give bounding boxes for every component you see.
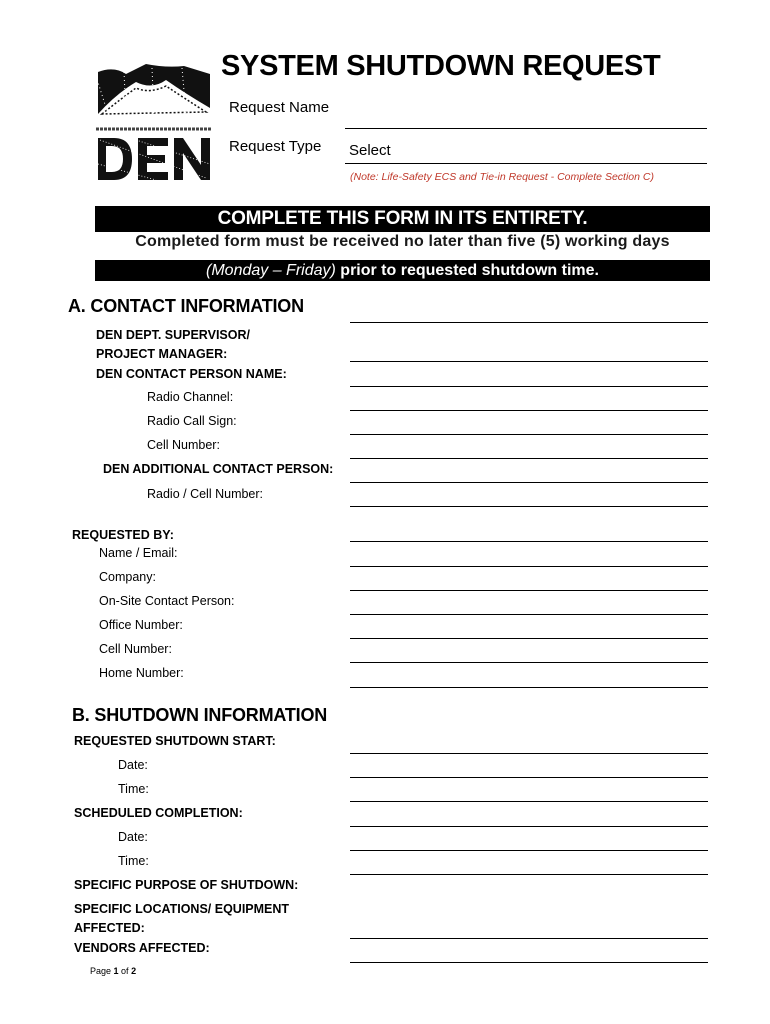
start-time-label: Time: bbox=[118, 782, 149, 796]
section-c-note: (Note: Life-Safety ECS and Tie-in Request - Complete Section C) bbox=[350, 171, 654, 183]
supervisor-field[interactable] bbox=[350, 361, 708, 362]
page-number bbox=[90, 966, 136, 976]
start-date-label: Date: bbox=[118, 758, 148, 772]
contact-person-label: DEN CONTACT PERSON NAME: bbox=[96, 367, 287, 381]
req-cell-number-field[interactable] bbox=[350, 662, 708, 663]
vendors-affected-label: VENDORS AFFECTED: bbox=[74, 941, 210, 955]
radio-channel-field[interactable] bbox=[350, 410, 708, 411]
name-email-field[interactable] bbox=[350, 566, 708, 567]
completion-time-field[interactable] bbox=[350, 874, 708, 875]
den-logo-graphic bbox=[96, 64, 212, 182]
radio-channel-label: Radio Channel: bbox=[147, 390, 234, 404]
page-current: 1 bbox=[113, 966, 119, 976]
req-cell-number-label: Cell Number: bbox=[99, 642, 172, 656]
completion-date-label: Date: bbox=[118, 830, 148, 844]
radio-cell-field[interactable] bbox=[350, 506, 708, 507]
onsite-contact-label: On-Site Contact Person: bbox=[99, 594, 235, 608]
cell-number-field[interactable] bbox=[350, 458, 708, 459]
shutdown-start-label: REQUESTED SHUTDOWN START: bbox=[74, 734, 276, 748]
completion-time-label: Time: bbox=[118, 854, 149, 868]
start-time-field[interactable] bbox=[350, 801, 708, 802]
page-word: Page bbox=[90, 966, 114, 976]
locations-label-line1: SPECIFIC LOCATIONS/ EQUIPMENT bbox=[74, 902, 290, 916]
page-total: 2 bbox=[131, 966, 137, 976]
radio-call-sign-field[interactable] bbox=[350, 434, 708, 435]
start-date-field[interactable] bbox=[350, 777, 708, 778]
onsite-contact-field[interactable] bbox=[350, 614, 708, 615]
banner-deadline: Completed form must be received no later than five (5) working days bbox=[135, 233, 670, 250]
request-type-select[interactable]: Select bbox=[345, 137, 707, 164]
company-label: Company: bbox=[99, 570, 156, 584]
locations-field[interactable] bbox=[350, 938, 708, 939]
office-number-field[interactable] bbox=[350, 638, 708, 639]
locations-label-line2: AFFECTED: bbox=[74, 921, 145, 935]
banner-weekday-note bbox=[95, 260, 710, 281]
home-number-field[interactable] bbox=[350, 687, 708, 688]
scheduled-completion-field[interactable] bbox=[350, 826, 708, 827]
completion-date-field[interactable] bbox=[350, 850, 708, 851]
vendors-affected-field[interactable] bbox=[350, 962, 708, 963]
radio-cell-label: Radio / Cell Number: bbox=[147, 487, 264, 501]
supervisor-label-line2: PROJECT MANAGER: bbox=[96, 347, 228, 361]
requested-by-field[interactable] bbox=[350, 541, 708, 542]
requested-by-label: REQUESTED BY: bbox=[72, 528, 174, 542]
supervisor-label-line1: DEN DEPT. SUPERVISOR/ bbox=[96, 328, 250, 342]
additional-contact-label: DEN ADDITIONAL CONTACT PERSON: bbox=[103, 462, 334, 476]
of-word: of bbox=[118, 966, 132, 976]
cell-number-label: Cell Number: bbox=[147, 438, 220, 452]
home-number-label: Home Number: bbox=[99, 666, 184, 680]
banner-headline: COMPLETE THIS FORM IN ITS ENTIRETY. bbox=[95, 206, 710, 232]
name-email-label: Name / Email: bbox=[99, 546, 178, 560]
contact-person-field[interactable] bbox=[350, 386, 708, 387]
shutdown-purpose-label: SPECIFIC PURPOSE OF SHUTDOWN: bbox=[74, 878, 299, 892]
den-logo bbox=[96, 64, 212, 182]
request-name-label: Request Name bbox=[229, 99, 330, 116]
section-a-heading-line[interactable] bbox=[350, 322, 708, 323]
office-number-label: Office Number: bbox=[99, 618, 183, 632]
banner-weekday-rest: prior to requested shutdown time. bbox=[335, 262, 599, 279]
instructions-banner bbox=[95, 206, 710, 281]
radio-call-sign-label: Radio Call Sign: bbox=[147, 414, 237, 428]
request-type-label: Request Type bbox=[229, 138, 322, 155]
shutdown-start-field[interactable] bbox=[350, 753, 708, 754]
banner-weekday-italic: (Monday – Friday) bbox=[206, 262, 336, 279]
company-field[interactable] bbox=[350, 590, 708, 591]
request-name-field[interactable] bbox=[345, 128, 707, 129]
section-b-heading: B. SHUTDOWN INFORMATION bbox=[72, 705, 328, 725]
page-title: SYSTEM SHUTDOWN REQUEST bbox=[221, 50, 661, 82]
section-a-heading: A. CONTACT INFORMATION bbox=[68, 296, 304, 316]
additional-contact-field[interactable] bbox=[350, 482, 708, 483]
scheduled-completion-label: SCHEDULED COMPLETION: bbox=[74, 806, 243, 820]
